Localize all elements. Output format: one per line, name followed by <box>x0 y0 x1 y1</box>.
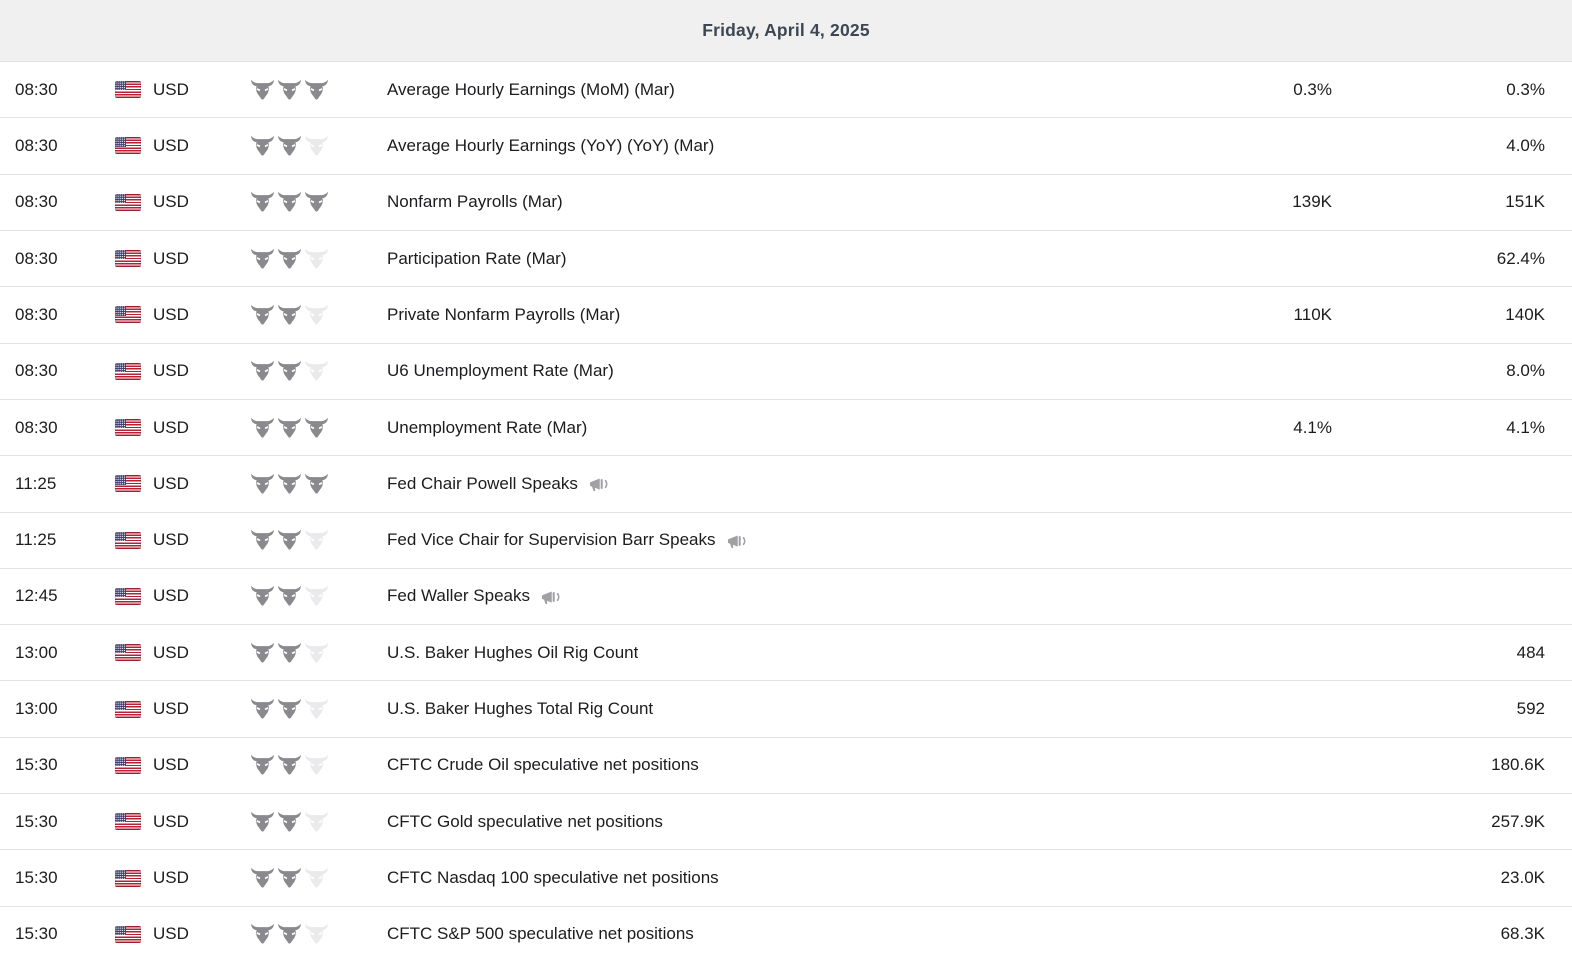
previous-value: 4.0% <box>1506 135 1545 155</box>
importance-indicator <box>250 79 387 101</box>
event-time: 08:30 <box>15 417 58 437</box>
bull-icon <box>250 811 275 833</box>
bull-icon <box>277 248 302 270</box>
importance-indicator <box>250 248 387 270</box>
currency-label: USD <box>153 755 189 775</box>
event-cell <box>387 361 1202 381</box>
bull-icon <box>250 754 275 776</box>
importance-indicator <box>250 360 387 382</box>
event-time: 13:00 <box>15 699 58 719</box>
currency-label: USD <box>153 530 189 550</box>
bull-icon <box>250 473 275 495</box>
event-name[interactable]: CFTC Gold speculative net positions <box>387 811 663 831</box>
bull-icon <box>250 867 275 889</box>
currency-label: USD <box>153 192 189 212</box>
currency-label: USD <box>153 304 189 324</box>
event-time: 08:30 <box>15 361 58 381</box>
us-flag-icon <box>115 644 141 661</box>
currency-label: USD <box>153 473 189 493</box>
bull-icon <box>277 79 302 101</box>
currency-cell <box>115 418 250 438</box>
us-flag-icon <box>115 419 141 436</box>
calendar-event-row[interactable] <box>0 455 1572 511</box>
event-time: 13:00 <box>15 642 58 662</box>
currency-label: USD <box>153 248 189 268</box>
bull-icon <box>304 248 329 270</box>
bull-icon <box>277 642 302 664</box>
event-time: 08:30 <box>15 192 58 212</box>
bull-icon <box>277 754 302 776</box>
event-time: 15:30 <box>15 811 58 831</box>
importance-indicator <box>250 191 387 213</box>
calendar-event-row[interactable] <box>0 906 1572 962</box>
currency-cell <box>115 924 250 944</box>
currency-label: USD <box>153 586 189 606</box>
importance-indicator <box>250 135 387 157</box>
us-flag-icon <box>115 813 141 830</box>
event-name[interactable]: CFTC Nasdaq 100 speculative net positions <box>387 868 719 888</box>
us-flag-icon <box>115 137 141 154</box>
currency-cell <box>115 868 250 888</box>
importance-indicator <box>250 754 387 776</box>
calendar-event-row[interactable] <box>0 399 1572 455</box>
event-cell <box>387 924 1202 944</box>
currency-cell <box>115 474 250 494</box>
calendar-event-row[interactable] <box>0 512 1572 568</box>
importance-indicator <box>250 304 387 326</box>
event-name[interactable]: Unemployment Rate (Mar) <box>387 417 588 437</box>
previous-value: 592 <box>1516 699 1545 719</box>
previous-value: 23.0K <box>1500 868 1545 888</box>
bull-icon <box>304 191 329 213</box>
event-time: 12:45 <box>15 586 58 606</box>
calendar-event-row[interactable] <box>0 849 1572 905</box>
speaker-icon <box>589 477 612 493</box>
event-cell <box>387 80 1202 100</box>
currency-label: USD <box>153 417 189 437</box>
bull-icon <box>250 248 275 270</box>
bull-icon <box>304 585 329 607</box>
event-name[interactable]: Fed Waller Speaks <box>387 586 530 606</box>
event-time: 08:30 <box>15 248 58 268</box>
event-name[interactable]: Fed Chair Powell Speaks <box>387 473 578 493</box>
event-cell <box>387 418 1202 438</box>
bull-icon <box>250 360 275 382</box>
bull-icon <box>277 304 302 326</box>
previous-value: 8.0% <box>1506 361 1545 381</box>
bull-icon <box>277 811 302 833</box>
previous-value: 257.9K <box>1491 811 1545 831</box>
event-cell <box>387 643 1202 663</box>
event-cell <box>387 812 1202 832</box>
event-cell <box>387 699 1202 719</box>
event-cell <box>387 530 1202 550</box>
currency-cell <box>115 192 250 212</box>
event-name[interactable]: Nonfarm Payrolls (Mar) <box>387 192 563 212</box>
event-name[interactable]: U6 Unemployment Rate (Mar) <box>387 361 614 381</box>
currency-label: USD <box>153 868 189 888</box>
bull-icon <box>304 923 329 945</box>
importance-indicator <box>250 811 387 833</box>
event-cell <box>387 474 1202 494</box>
event-name[interactable]: Average Hourly Earnings (MoM) (Mar) <box>387 79 675 99</box>
importance-indicator <box>250 417 387 439</box>
bull-icon <box>277 360 302 382</box>
forecast-value: 0.3% <box>1293 79 1332 99</box>
forecast-value: 139K <box>1292 192 1332 212</box>
event-name[interactable]: U.S. Baker Hughes Total Rig Count <box>387 699 654 719</box>
us-flag-icon <box>115 926 141 943</box>
calendar-event-row[interactable] <box>0 737 1572 793</box>
previous-value: 4.1% <box>1506 417 1545 437</box>
importance-indicator <box>250 698 387 720</box>
calendar-event-row[interactable] <box>0 568 1572 624</box>
bull-icon <box>277 135 302 157</box>
event-name[interactable]: U.S. Baker Hughes Oil Rig Count <box>387 642 639 662</box>
previous-value: 180.6K <box>1491 755 1545 775</box>
event-name[interactable]: CFTC S&P 500 speculative net positions <box>387 924 694 944</box>
date-label: Friday, April 4, 2025 <box>702 20 870 40</box>
event-cell <box>387 305 1202 325</box>
forecast-value: 4.1% <box>1293 417 1332 437</box>
bull-icon <box>250 642 275 664</box>
bull-icon <box>277 417 302 439</box>
calendar-event-row[interactable] <box>0 174 1572 230</box>
speaker-icon <box>727 534 750 550</box>
bull-icon <box>304 867 329 889</box>
bull-icon <box>250 304 275 326</box>
us-flag-icon <box>115 588 141 605</box>
event-cell <box>387 249 1202 269</box>
event-time: 15:30 <box>15 868 58 888</box>
previous-value: 62.4% <box>1496 248 1545 268</box>
currency-cell <box>115 80 250 100</box>
event-cell <box>387 586 1202 606</box>
calendar-event-row[interactable] <box>0 286 1572 342</box>
currency-cell <box>115 586 250 606</box>
currency-cell <box>115 305 250 325</box>
us-flag-icon <box>115 250 141 267</box>
bull-icon <box>304 698 329 720</box>
importance-indicator <box>250 529 387 551</box>
event-time: 15:30 <box>15 755 58 775</box>
us-flag-icon <box>115 306 141 323</box>
us-flag-icon <box>115 475 141 492</box>
event-time: 08:30 <box>15 304 58 324</box>
currency-cell <box>115 643 250 663</box>
us-flag-icon <box>115 81 141 98</box>
currency-cell <box>115 755 250 775</box>
importance-indicator <box>250 867 387 889</box>
calendar-event-row[interactable] <box>0 680 1572 736</box>
event-time: 08:30 <box>15 135 58 155</box>
us-flag-icon <box>115 194 141 211</box>
event-cell <box>387 868 1202 888</box>
bull-icon <box>304 529 329 551</box>
event-time: 15:30 <box>15 924 58 944</box>
event-time: 11:25 <box>15 473 57 493</box>
bull-icon <box>304 642 329 664</box>
bull-icon <box>304 360 329 382</box>
calendar-event-row[interactable] <box>0 117 1572 173</box>
currency-cell <box>115 812 250 832</box>
currency-label: USD <box>153 811 189 831</box>
bull-icon <box>277 923 302 945</box>
us-flag-icon <box>115 532 141 549</box>
event-name[interactable]: Average Hourly Earnings (YoY) (YoY) (Mar) <box>387 135 715 155</box>
calendar-event-row[interactable] <box>0 624 1572 680</box>
event-time: 11:25 <box>15 530 57 550</box>
bull-icon <box>304 417 329 439</box>
event-name[interactable]: Fed Vice Chair for Supervision Barr Speaks <box>387 530 716 550</box>
previous-value: 140K <box>1505 304 1545 324</box>
bull-icon <box>277 529 302 551</box>
previous-value: 151K <box>1505 192 1545 212</box>
importance-indicator <box>250 923 387 945</box>
currency-cell <box>115 249 250 269</box>
bull-icon <box>250 417 275 439</box>
currency-label: USD <box>153 642 189 662</box>
event-name[interactable]: CFTC Crude Oil speculative net positions <box>387 755 699 775</box>
bull-icon <box>304 304 329 326</box>
us-flag-icon <box>115 363 141 380</box>
us-flag-icon <box>115 701 141 718</box>
importance-indicator <box>250 585 387 607</box>
us-flag-icon <box>115 757 141 774</box>
bull-icon <box>250 79 275 101</box>
bull-icon <box>277 473 302 495</box>
previous-value: 68.3K <box>1500 924 1545 944</box>
bull-icon <box>304 79 329 101</box>
bull-icon <box>304 473 329 495</box>
event-cell <box>387 136 1202 156</box>
us-flag-icon <box>115 870 141 887</box>
bull-icon <box>304 754 329 776</box>
bull-icon <box>277 867 302 889</box>
importance-indicator <box>250 473 387 495</box>
currency-label: USD <box>153 135 189 155</box>
event-cell <box>387 755 1202 775</box>
bull-icon <box>277 585 302 607</box>
currency-label: USD <box>153 361 189 381</box>
event-name[interactable]: Private Nonfarm Payrolls (Mar) <box>387 304 621 324</box>
currency-cell <box>115 136 250 156</box>
importance-indicator <box>250 642 387 664</box>
bull-icon <box>250 135 275 157</box>
bull-icon <box>250 923 275 945</box>
calendar-event-row[interactable] <box>0 793 1572 849</box>
event-time: 08:30 <box>15 79 58 99</box>
currency-label: USD <box>153 79 189 99</box>
currency-cell <box>115 530 250 550</box>
calendar-date-header <box>0 0 1572 61</box>
forecast-value: 110K <box>1293 304 1332 324</box>
calendar-table-body <box>0 61 1572 962</box>
currency-label: USD <box>153 699 189 719</box>
previous-value: 0.3% <box>1506 79 1545 99</box>
bull-icon <box>304 811 329 833</box>
bull-icon <box>304 135 329 157</box>
bull-icon <box>250 191 275 213</box>
currency-cell <box>115 699 250 719</box>
bull-icon <box>250 585 275 607</box>
event-cell <box>387 192 1202 212</box>
currency-cell <box>115 361 250 381</box>
currency-label: USD <box>153 924 189 944</box>
speaker-icon <box>541 590 564 606</box>
previous-value: 484 <box>1516 642 1545 662</box>
bull-icon <box>250 529 275 551</box>
calendar-event-row[interactable] <box>0 61 1572 117</box>
calendar-event-row[interactable] <box>0 230 1572 286</box>
calendar-event-row[interactable] <box>0 343 1572 399</box>
event-name[interactable]: Participation Rate (Mar) <box>387 248 567 268</box>
bull-icon <box>250 698 275 720</box>
bull-icon <box>277 698 302 720</box>
bull-icon <box>277 191 302 213</box>
